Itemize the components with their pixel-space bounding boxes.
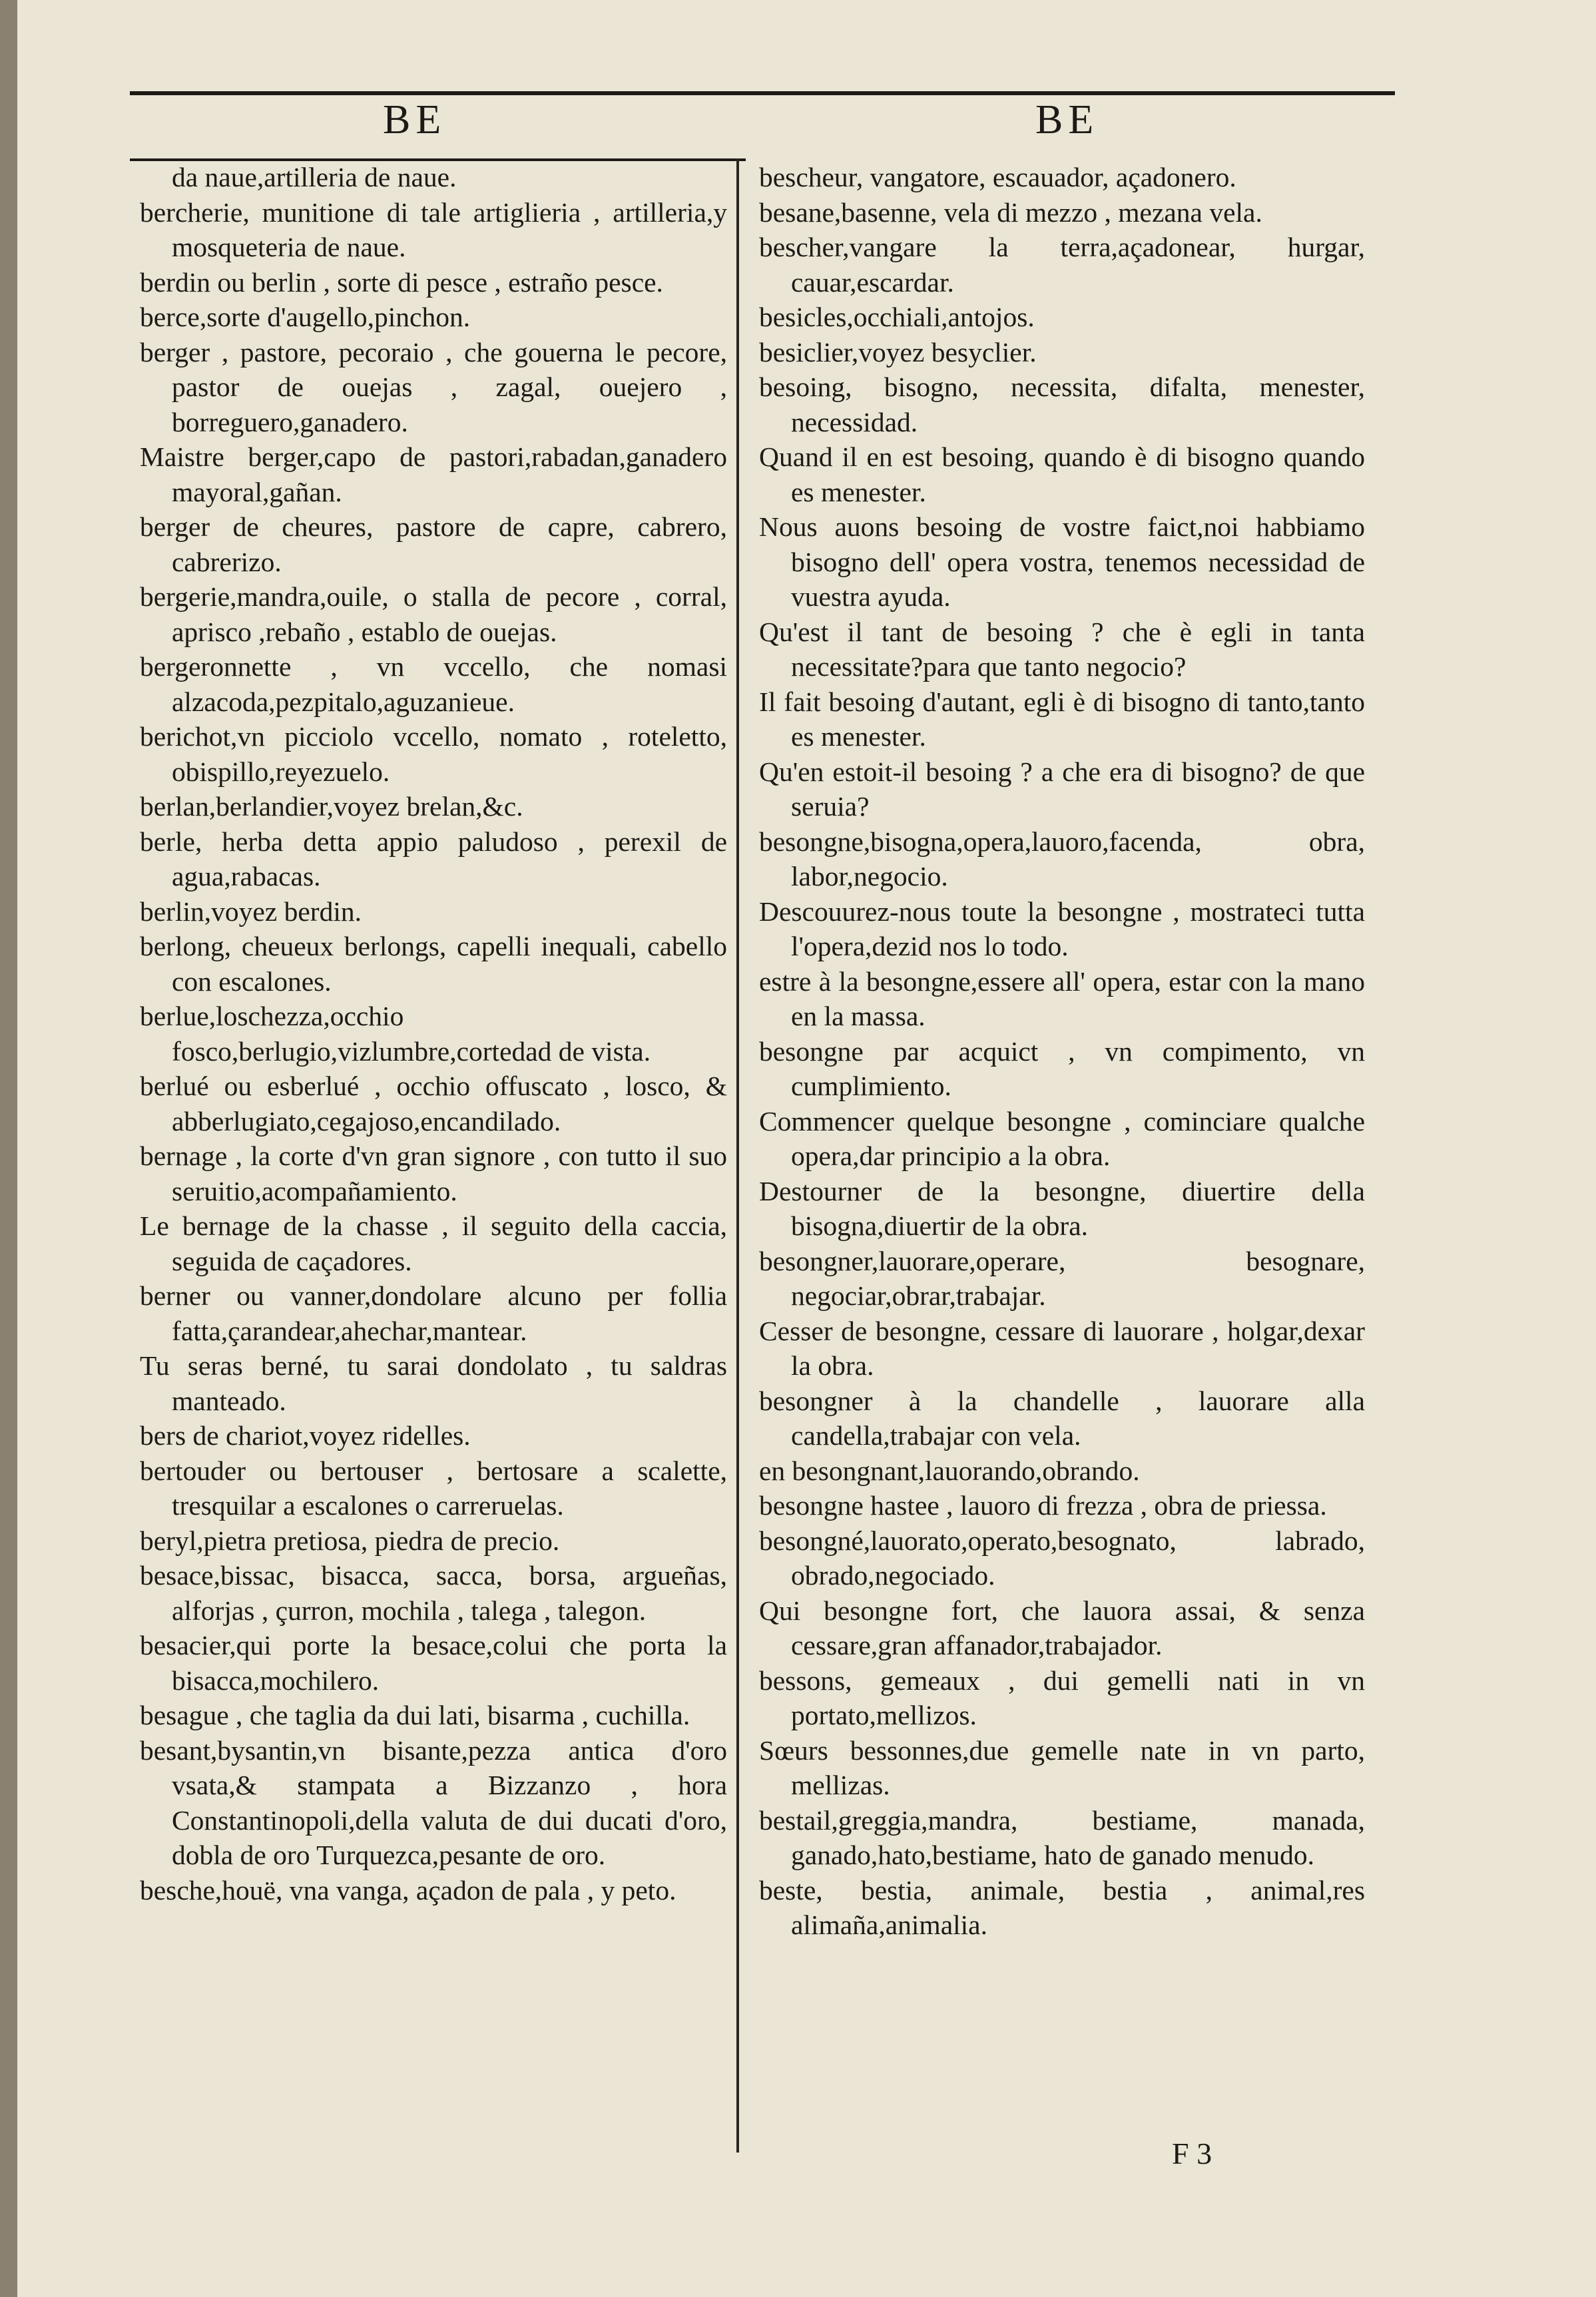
dictionary-entry: Il fait besoing d'autant, egli è di bisogno di tanto,tanto es menester. [759,686,1365,752]
dictionary-entry: beryl,pietra pretiosa, piedra de precio. [140,1525,560,1556]
dictionary-entry: besongné,lauorato,operato,besognato, labrado, obrado,negociado. [759,1525,1365,1591]
dictionary-entry: besongne par acquict , vn compimento, vn cumplimiento. [759,1035,1365,1101]
book-binding-edge [0,0,17,2297]
dictionary-entry: en besongnant,lauorando,obrando. [759,1455,1140,1486]
dictionary-entry: bergerie,mandra,ouile, o stalla de pecore , corral, aprisco ,rebaño , establo de ouejas. [140,581,727,647]
dictionary-entry: estre à la besongne,essere all' opera, estar con la mano en la massa. [759,965,1365,1031]
dictionary-entry: berle, herba detta appio paludoso , perexil de agua,rabacas. [140,826,727,892]
dictionary-entry: Le bernage de la chasse , il seguito della caccia, seguida de caçadores. [140,1210,727,1276]
dictionary-entry: besant,bysantin,vn bisante,pezza antica d'oro vsata,& stampata a Bizzanzo , hora Constantinopoli,della valuta de dui ducati d'oro, dobla de oro Turquezca,pesante de oro. [140,1734,727,1870]
dictionary-entry: besongne hastee , lauoro di frezza , obra de priessa. [759,1490,1327,1521]
dictionary-entry: besongner,lauorare,operare, besognare, negociar,obrar,trabajar. [759,1245,1365,1311]
dictionary-entry: Qui besongne fort, che lauora assai, & senza cessare,gran affanador,trabajador. [759,1595,1365,1660]
dictionary-entry: Tu seras berné, tu sarai dondolato , tu saldras manteado. [140,1350,727,1416]
dictionary-entry: bernage , la corte d'vn gran signore , con tutto il suo seruitio,acompañamiento. [140,1141,727,1206]
dictionary-entry: besacier,qui porte la besace,colui che porta la bisacca,mochilero. [140,1630,727,1696]
dictionary-entry: besicles,occhiali,antojos. [759,302,1035,332]
dictionary-entry: Maistre berger,capo de pastori,rabadan,ganadero mayoral,gañan. [140,441,727,507]
dictionary-entry: berlue,loschezza,occhio fosco,berlugio,vizlumbre,cortedad de vista. [140,1001,651,1067]
dictionary-entry: besche,houë, vna vanga, açadon de pala , y peto. [140,1874,676,1906]
dictionary-entry: bescheur, vangatore, escauador, açadonero. [759,162,1236,192]
dictionary-entry: Qu'en estoit-il besoing ? a che era di bisogno? de que seruia? [759,756,1365,822]
dictionary-entry: berdin ou berlin , sorte di pesce , estraño pesce. [140,266,663,298]
dictionary-entry: berlong, cheueux berlongs, capelli inequali, cabello con escalones. [140,931,727,997]
dictionary-entry: bescher,vangare la terra,açadonear, hurgar, cauar,escardar. [759,232,1365,298]
dictionary-entry: besongner à la chandelle , lauorare alla candella,trabajar con vela. [759,1385,1365,1451]
dictionary-entry: Commencer quelque besongne , cominciare qualche opera,dar principio a la obra. [759,1105,1365,1171]
dictionary-entry: berlué ou esberlué , occhio offuscato , losco, & abberlugiato,cegajoso,encandilado. [140,1071,727,1137]
dictionary-entry: Qu'est il tant de besoing ? che è egli in tanta necessitate?para que tanto negocio? [759,616,1365,682]
dictionary-entry: berger , pastore, pecoraio , che gouerna le pecore, pastor de ouejas , zagal, ouejero , borreguero,ganadero. [140,336,727,437]
dictionary-entry: Quand il en est besoing, quando è di bisogno quando es menester. [759,441,1365,507]
dictionary-entry: besague , che taglia da dui lati, bisarma , cuchilla. [140,1700,690,1730]
dictionary-entry: berlin,voyez berdin. [140,895,362,927]
dictionary-entry: bers de chariot,voyez ridelles. [140,1420,471,1451]
dictionary-entry: berger de cheures, pastore de capre, cabrero, cabrerizo. [140,511,727,577]
dictionary-entry: da naue,artilleria de naue. [172,162,457,192]
dictionary-entry: besane,basenne, vela di mezzo , mezana vela. [759,196,1262,228]
signature-mark: F 3 [1172,2137,1212,2170]
dictionary-entry: bertouder ou bertouser , bertosare a scalette, tresquilar a escalones o carreruelas. [140,1455,727,1521]
dictionary-entry: Sœurs bessonnes,due gemelle nate in vn parto, mellizas. [759,1734,1365,1800]
dictionary-entry: besace,bissac, bisacca, sacca, borsa, argueñas, alforjas , çurron, mochila , talega , talegon. [140,1560,727,1626]
dictionary-entry: berce,sorte d'augello,pinchon. [140,302,471,332]
top-rule [130,91,1395,95]
dictionary-entry: bestail,greggia,mandra, bestiame, manada, ganado,hato,bestiame, hato de ganado menudo. [759,1804,1365,1870]
running-head-left: BE [383,97,447,142]
dictionary-entry: beste, bestia, animale, bestia , animal,res alimaña,animalia. [759,1874,1365,1940]
dictionary-entry: bergeronnette , vn vccello, che nomasi alzacoda,pezpitalo,aguzanieue. [140,651,727,717]
dictionary-entry: Nous auons besoing de vostre faict,noi habbiamo bisogno dell' opera vostra, tenemos necessidad de vuestra ayuda. [759,511,1365,612]
dictionary-entry: berichot,vn picciolo vccello, nomato , roteletto, obispillo,reyezuelo. [140,721,727,787]
dictionary-entry: Descouurez-nous toute la besongne , mostrateci tutta l'opera,dezid nos lo todo. [759,895,1365,961]
running-head-right: BE [1035,97,1099,142]
dictionary-entry: besoing, bisogno, necessita, difalta, menester, necessidad. [759,372,1365,437]
dictionary-entry: Cesser de besongne, cessare di lauorare , holgar,dexar la obra. [759,1315,1365,1381]
dictionary-entry: Destourner de la besongne, diuertire della bisogna,diuertir de la obra. [759,1175,1365,1241]
dictionary-entry: berner ou vanner,dondolare alcuno per follia fatta,çarandear,ahechar,mantear. [140,1280,727,1346]
right-column [759,160,1365,1943]
dictionary-entry: besongne,bisogna,opera,lauoro,facenda, obra, labor,negocio. [759,826,1365,892]
dictionary-entry: bercherie, munitione di tale artiglieria , artilleria,y mosqueteria de naue. [140,196,727,262]
left-column [140,160,727,1908]
dictionary-entry: bessons, gemeaux , dui gemelli nati in vn portato,mellizos. [759,1664,1365,1730]
dictionary-entry: besiclier,voyez besyclier. [759,336,1037,368]
column-divider [736,158,739,2153]
dictionary-entry: berlan,berlandier,voyez brelan,&c. [140,791,523,822]
